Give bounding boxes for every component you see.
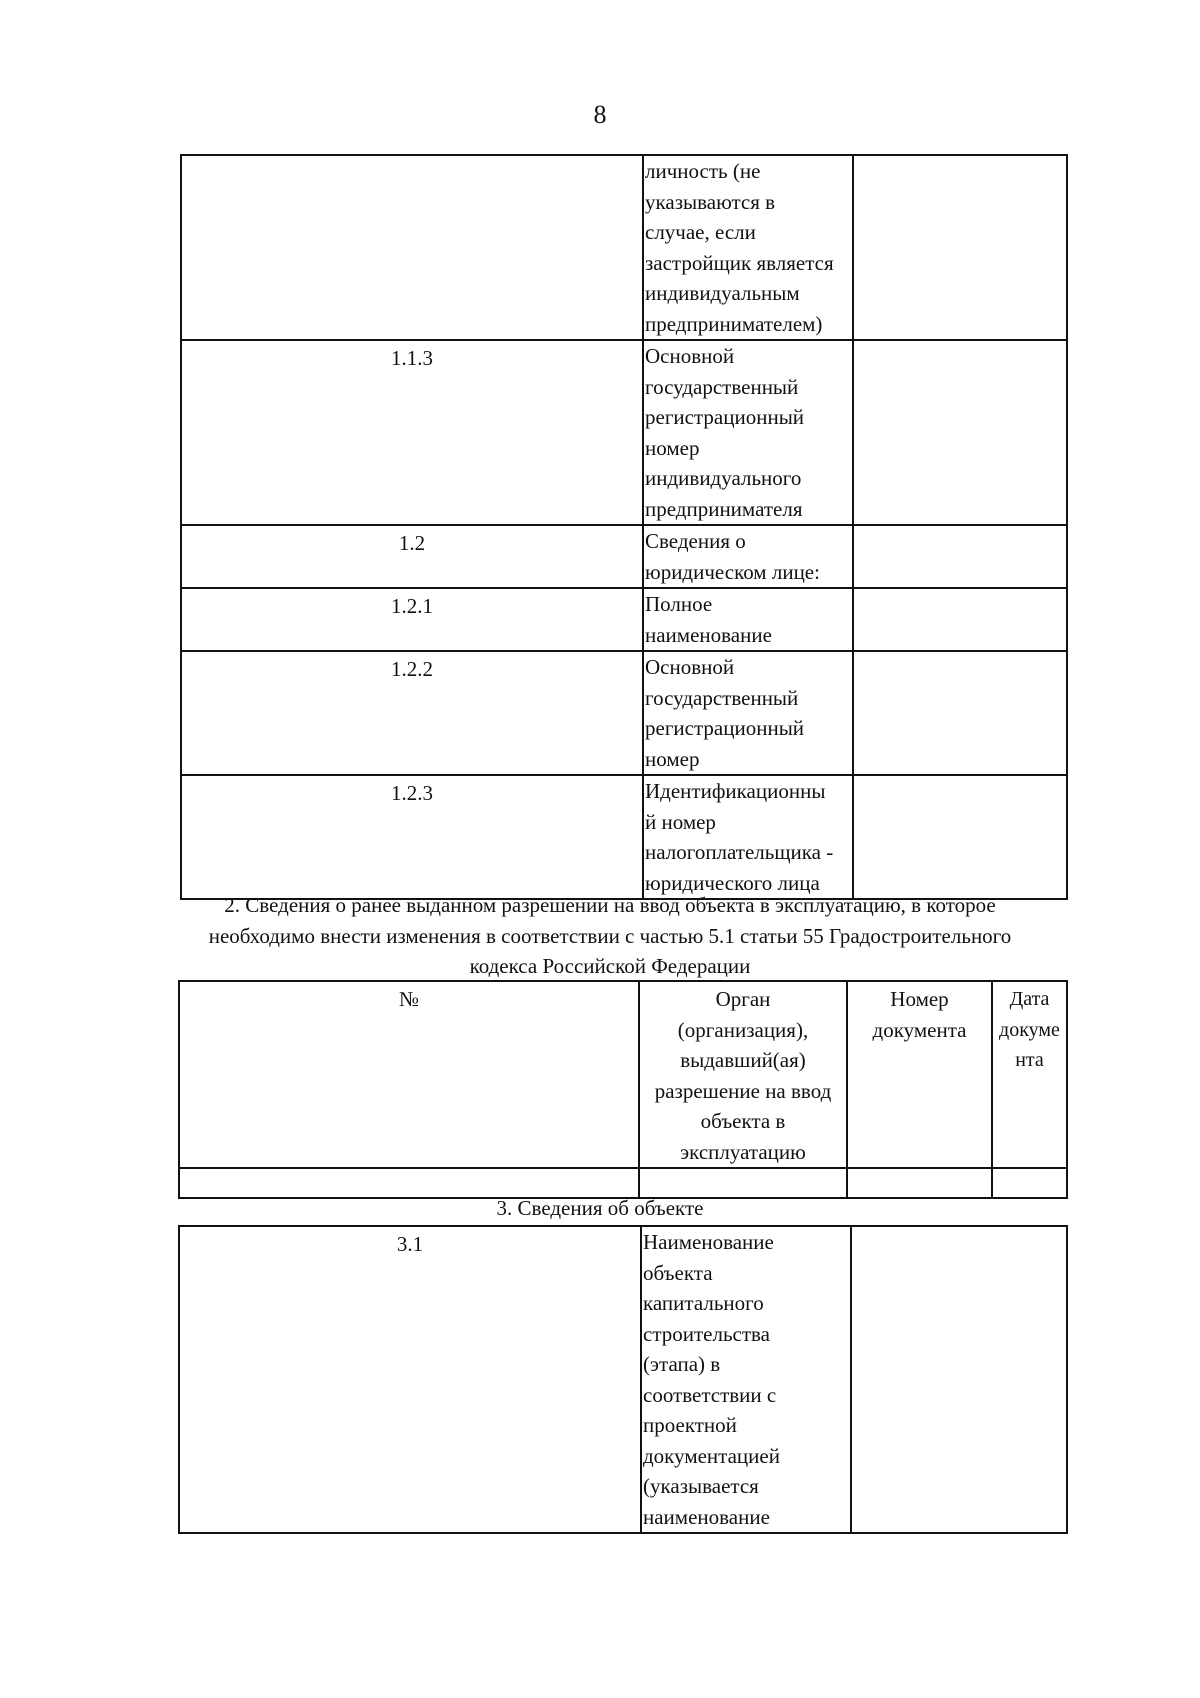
row-number: 1.2.3: [181, 775, 643, 899]
section-2-heading-line: кодекса Российской Федерации: [469, 954, 751, 978]
description-line: предпринимателем): [645, 311, 823, 336]
row-description: [643, 155, 853, 340]
description-line: строительства: [643, 1321, 771, 1346]
description-line: индивидуального: [645, 466, 802, 490]
row-description: [643, 525, 853, 588]
description-line: номер: [645, 746, 700, 771]
header-line: Номер: [890, 987, 949, 1011]
header-number: №: [179, 981, 639, 1168]
table-header-row: [179, 981, 1067, 1168]
header-line: объекта в: [700, 1109, 786, 1133]
description-line: Наименование: [643, 1230, 774, 1254]
row-description: [643, 651, 853, 775]
header-doc-number: [847, 981, 992, 1168]
description-line: документацией: [643, 1443, 780, 1468]
row-number: 1.2: [181, 525, 643, 588]
table-row: [181, 340, 1067, 525]
header-line: Дата: [1009, 988, 1050, 1010]
table-row: [181, 155, 1067, 340]
description-line: юридическом лице:: [645, 559, 820, 584]
page-number: 8: [593, 100, 607, 129]
row-description: [643, 588, 853, 651]
header-line: Орган: [715, 987, 771, 1011]
row-value-cell: [853, 775, 1067, 899]
description-line: застройщик является: [645, 250, 834, 275]
description-line: Полное: [645, 592, 713, 616]
table-row: [181, 525, 1067, 588]
description-line: капитального: [643, 1291, 764, 1315]
header-line: нта: [1015, 1049, 1044, 1071]
row-number: 1.2.2: [181, 651, 643, 775]
description-line: Сведения о: [645, 529, 746, 553]
row-number: 1.2.1: [181, 588, 643, 651]
description-line: (указывается: [643, 1474, 759, 1498]
header-line: докуме: [999, 1018, 1060, 1041]
description-line: регистрационный: [645, 716, 805, 740]
section-2-heading-line: 2. Сведения о ранее выданном разрешении на ввод объекта в эксплуатацию, в которое: [224, 893, 996, 917]
description-line: предпринимателя: [645, 496, 803, 521]
header-organ: [639, 981, 847, 1168]
row-value-cell: [853, 525, 1067, 588]
row-number: 3.1: [179, 1226, 641, 1533]
description-line: государственный: [645, 685, 799, 710]
description-line: юридического лица: [645, 870, 820, 895]
description-line: Основной: [645, 655, 735, 679]
table-row: [181, 651, 1067, 775]
description-line: личность (не: [645, 159, 761, 183]
row-value-cell: [851, 1226, 1067, 1533]
table-row: [179, 1226, 1067, 1533]
row-value-cell: [853, 588, 1067, 651]
description-line: указываются в: [645, 189, 776, 214]
row-value-cell: [853, 651, 1067, 775]
header-doc-date: [992, 981, 1067, 1168]
section-2-heading-line: необходимо внести изменения в соответствии с частью 5.1 статьи 55 Градостроительного: [208, 923, 1012, 948]
description-line: наименование: [643, 1504, 770, 1529]
description-line: государственный: [645, 374, 799, 399]
header-line: разрешение на ввод: [654, 1078, 832, 1103]
description-line: случае, если: [645, 220, 756, 244]
description-line: (этапа) в: [643, 1352, 721, 1376]
description-line: объекта: [643, 1260, 713, 1285]
description-line: налогоплательщика -: [645, 840, 834, 864]
description-line: Идентификационны: [645, 779, 826, 803]
row-value-cell: [853, 155, 1067, 340]
row-number: 1.1.3: [181, 340, 643, 525]
header-line: (организация),: [677, 1017, 809, 1042]
description-line: регистрационный: [645, 405, 805, 429]
row-description: [643, 340, 853, 525]
row-value-cell: [853, 340, 1067, 525]
header-line: эксплуатацию: [680, 1139, 806, 1164]
description-line: наименование: [645, 622, 772, 647]
table-row: [181, 588, 1067, 651]
row-number: [181, 155, 643, 340]
description-line: индивидуальным: [645, 281, 800, 305]
applicant-info-table: [180, 154, 1068, 900]
description-line: проектной: [643, 1413, 737, 1437]
header-line: документа: [872, 1017, 967, 1042]
previous-permit-table: [178, 980, 1068, 1199]
row-description: [641, 1226, 851, 1533]
description-line: соответствии с: [643, 1382, 777, 1407]
section-3-heading: 3. Сведения об объекте: [496, 1196, 704, 1220]
object-info-table: [178, 1225, 1068, 1534]
header-line: выдавший(ая): [680, 1048, 806, 1072]
description-line: номер: [645, 435, 700, 460]
row-description: [643, 775, 853, 899]
section-2-heading: [150, 890, 1070, 982]
description-line: Основной: [645, 344, 735, 368]
table-row: [181, 775, 1067, 899]
description-line: й номер: [645, 809, 716, 834]
